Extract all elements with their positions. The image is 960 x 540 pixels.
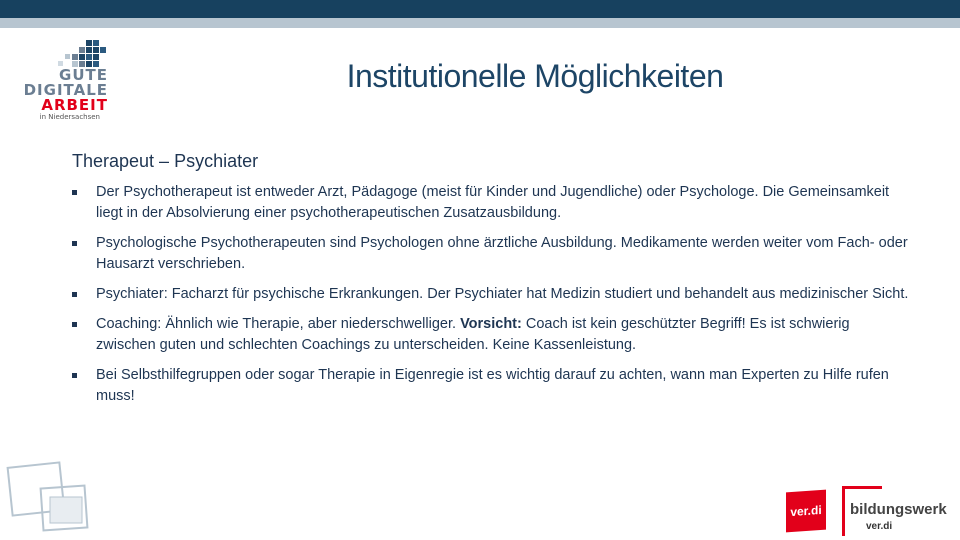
- bullet-text: Bei Selbsthilfegruppen oder sogar Therapie in Eigenregie ist es wichtig darauf zu achten, wann man Experten zu Hilfe rufen muss!: [96, 367, 889, 404]
- top-bar: [0, 0, 960, 18]
- top-bar-accent: [0, 18, 960, 28]
- bullet-text: Der Psychotherapeut ist entweder Arzt, Pädagoge (meist für Kinder und Jugendliche) oder Psychologe. Die Gemeinsamkeit liegt in der Absolvierung einer psychotherapeutischen Zusatzausbildung.: [96, 184, 890, 221]
- bullet-square-icon: [72, 322, 77, 327]
- bullet-item: [72, 233, 912, 275]
- bullet-list: [72, 182, 912, 416]
- decorative-squares-icon: [0, 455, 100, 540]
- slide-title: Institutionelle Möglichkeiten: [346, 58, 724, 94]
- bullet-item: [72, 365, 912, 407]
- bullet-square-icon: [72, 373, 77, 378]
- bullet-text-bold: Vorsicht:: [460, 316, 522, 332]
- bullet-text-post: Coach ist kein geschützter Begriff! Es ist schwierig zwischen guten und schlechten Coachings zu unterscheiden. Keine Kassenleistung.: [96, 316, 850, 353]
- bullet-item: [72, 314, 912, 356]
- bullet-square-icon: [72, 292, 77, 297]
- bullet-text-pre: Coaching: Ähnlich wie Therapie, aber niederschwelliger.: [96, 316, 461, 332]
- bullet-text: Psychologische Psychotherapeuten sind Psychologen ohne ärztliche Ausbildung. Medikamente werden weiter vom Fach- oder Hausarzt verschrieben.: [96, 235, 908, 272]
- bildungswerk-text: bildungswerk: [850, 501, 947, 518]
- bullet-item: [72, 284, 912, 305]
- bullet-square-icon: [72, 241, 77, 246]
- bullet-square-icon: [72, 190, 77, 195]
- logo-subtext: in Niedersachsen: [39, 113, 100, 121]
- logo-text-arbeit: ARBEIT: [41, 96, 108, 114]
- bildungswerk-logo: [842, 486, 954, 536]
- bullet-text: Psychiater: Facharzt für psychische Erkrankungen. Der Psychiater hat Medizin studiert und behandelt aus medizinischer Sicht.: [96, 286, 909, 302]
- logo-text-gute: GUTE: [59, 66, 108, 84]
- gute-digitale-arbeit-logo: [8, 38, 118, 128]
- bildungswerk-subtext: ver.di: [866, 521, 893, 532]
- section-subtitle: Therapeut – Psychiater: [72, 151, 259, 171]
- bullet-item: [72, 182, 912, 224]
- logo-text-digitale: DIGITALE: [23, 81, 108, 99]
- verdi-logo: ver.di: [786, 490, 826, 533]
